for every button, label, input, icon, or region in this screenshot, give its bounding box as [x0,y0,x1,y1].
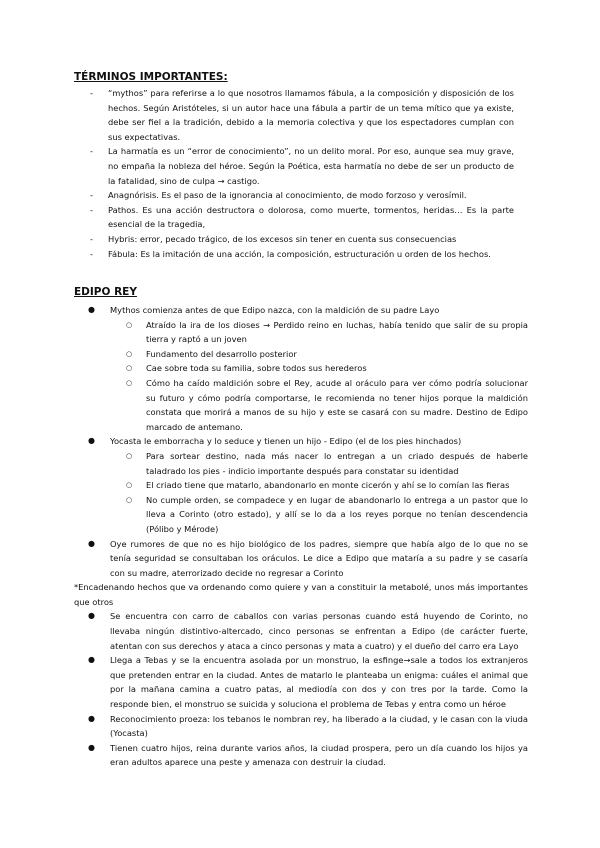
sub-item-text: No cumple orden, se compadece y en lugar de abandonarlo lo entrega a un pastor que lo lleva a Corinto (otro estado), y allí se lo da a los reyes porque no tenían descendencia (Pólibo y Mérode) [146,494,528,534]
sub-item-text: El criado tiene que matarlo, abandonarlo en monte cicerón y ahí se lo comían las fieras [146,480,510,491]
list-item [74,653,528,711]
list-item [74,303,528,434]
edipo-list-1 [74,303,528,580]
sub-list-item [74,449,528,478]
sub-list-item [74,361,528,376]
sub-list-item [74,493,528,537]
term-item [90,203,514,232]
hollow-bullet: ○ [126,378,133,387]
term-text: Fábula: Es la imitación de una acción, la composición, estructuración u orden de los hechos. [108,248,491,259]
dash-bullet: - [90,190,93,201]
term-text: La harmatía es un “error de conocimiento”, no un delito moral. Por eso, aunque sea muy grave, no empaña la nobleza del héroe. Según la Poética, esta harmatía no debe de ser un producto de la fatalidad, sino de culpa → castigo. [108,146,514,186]
dash-bullet: - [90,204,93,215]
list-item [74,609,528,653]
list-item [74,712,528,741]
term-item [90,86,514,144]
terms-list [90,86,514,261]
sub-item-text: Fundamento del desarrollo posterior [146,348,297,359]
sub-list [110,318,528,435]
term-item [90,247,514,262]
term-item [90,232,514,247]
hollow-bullet: ○ [126,495,133,504]
edipo-content [74,303,528,770]
hollow-bullet: ○ [126,481,133,490]
dash-bullet: - [90,88,93,98]
filled-bullet: ● [88,538,95,548]
sub-list-item [74,376,528,434]
dash-bullet: - [90,233,93,244]
item-text: Reconocimiento proeza: los tebanos le nombran rey, ha liberado a la ciudad, y le casan con la viuda (Yocasta) [110,713,528,739]
dash-bullet: - [90,248,93,259]
section-heading-terminos: TÉRMINOS IMPORTANTES: [74,71,228,83]
term-item [90,188,514,203]
sub-item-text: Cae sobre toda su familia, sobre todos sus herederos [146,363,367,374]
filled-bullet: ● [88,742,95,752]
list-item [74,434,528,536]
term-text: Anagnórisis. Es el paso de la ignorancia al conocimiento, de modo forzoso y verosímil. [108,190,467,201]
term-text: Hybris: error, pecado trágico, de los excesos sin tener en cuenta sus consecuencias [108,233,457,244]
dash-bullet: - [90,146,93,157]
term-item [90,144,514,188]
term-text: “mythos” para referirse a lo que nosotros llamamos fábula, a la composición y disposición de los hechos. Según Aristóteles, si un autor hace una fábula a partir de un tema mítico que ya existe, debe ser fiel a la tradición, debido a la memoria colectiva y que los espectadores cumplan con sus expectativas. [108,88,514,142]
filled-bullet: ● [88,436,95,446]
hollow-bullet: ○ [126,320,133,329]
list-item [74,537,528,581]
item-text: Oye rumores de que no es hijo biológico de los padres, siempre que había algo de lo que no se tenía seguridad se consultaban los oráculos. Le dice a Edipo que mataría a su padre y se casaría con su madre, aterrorizado decide no regresar a Corinto [110,538,528,578]
sub-item-text: Para sortear destino, nada más nacer lo entregan a un criado después de haberle taladrado los pies - indicio importante después para constatar su identidad [146,450,528,476]
sub-list [110,449,528,537]
item-text: Se encuentra con carro de caballos con varias personas cuando está huyendo de Corinto, no llevaba ningún distintivo-altercado, cinco personas se enfrentan a Edipo (de carácter fuerte, atentan con sus derechos y ataca a cinco personas y mata a cuatro) y el dueño del carro era Layo [110,611,528,651]
sub-list-item [74,347,528,362]
item-text: Llega a Tebas y se la encuentra asolada por un monstruo, la esfinge→sale a todos los extranjeros que pretenden entrar en la ciudad. Antes de matarlo le planteaba un enigma: cuáles el animal que por la mañana camina a cuatro patas, al mediodía con dos y con tres por la tarde. Como la responde bien, el monstruo se suicida y soluciona el problema de Tebas y entra como un héroe [110,655,528,710]
filled-bullet: ● [88,655,95,665]
filled-bullet: ● [88,611,95,621]
hollow-bullet: ○ [126,349,133,358]
sub-list-item [74,478,528,493]
term-text: Pathos. Es una acción destructora o dolorosa, como muerte, tormentos, heridas… Es la parte esencial de la tragedia, [108,204,514,230]
hollow-bullet: ○ [126,451,133,460]
item-text: Mythos comienza antes de que Edipo nazca, con la maldición de su padre Layo [110,305,440,315]
filled-bullet: ● [88,305,95,314]
sub-item-text: Cómo ha caído maldición sobre el Rey, acude al oráculo para ver cómo podría solucionar su futuro y cómo podría comportarse, le recomienda no tener hijos porque la maldición constata que morirá a manos de su hijo y este se casará con su madre. Destino de Edipo marcado de antemano. [146,377,528,432]
hollow-bullet: ○ [126,364,133,373]
sub-list-item [74,318,528,347]
filled-bullet: ● [88,713,95,723]
sub-item-text: Atraído la ira de los dioses → Perdido reino en luchas, había tenido que salir de su propia tierra y raptó a un joven [146,319,528,345]
item-text: Tienen cuatro hijos, reina durante varios años, la ciudad prospera, pero un día cuando los hijos ya eran adultos aparece una peste y amenaza con destruir la ciudad. [110,742,528,768]
note-paragraph: *Encadenando hechos que va ordenando como quiere y van a constituir la metabolé, unos más importantes que otros [74,582,528,607]
list-item [74,741,528,770]
edipo-list-2 [74,609,528,770]
section-heading-edipo: EDIPO REY [74,286,137,298]
item-text: Yocasta le emborracha y lo seduce y tienen un hijo - Edipo (el de los pies hinchados) [110,436,462,447]
